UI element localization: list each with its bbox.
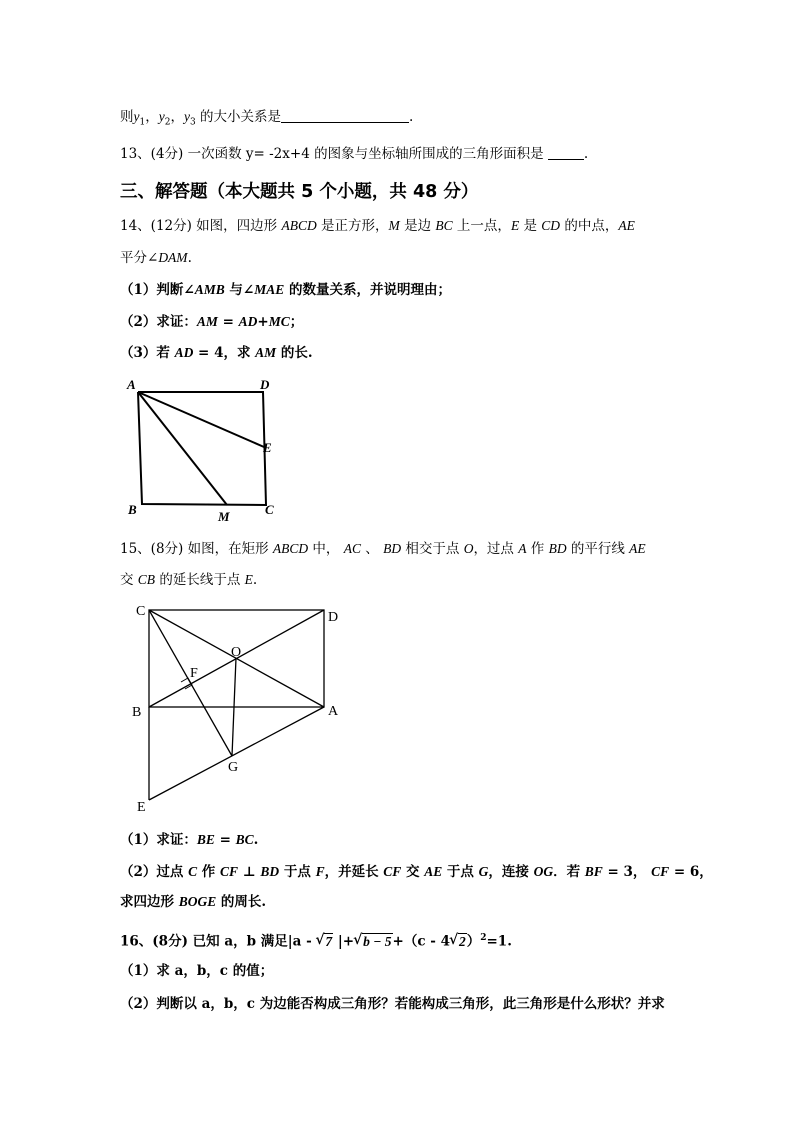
text: 的大小关系是 <box>195 109 281 125</box>
var: BD <box>383 541 402 556</box>
var: BD <box>260 864 280 879</box>
var-y: y <box>183 109 190 124</box>
text: = <box>214 832 236 848</box>
var: A <box>518 541 527 556</box>
text: 16、(8分) 已知 a，b 满足|a - <box>120 933 317 950</box>
var: CD <box>541 218 561 233</box>
var: O <box>463 541 474 556</box>
text: . <box>187 250 192 266</box>
label-E: E <box>137 800 146 815</box>
q14-line2 <box>120 248 192 268</box>
text: 的延长线于点 <box>155 572 245 588</box>
text: = 4，求 <box>193 345 256 361</box>
label-E: E <box>263 440 272 455</box>
q12-answer-line <box>120 107 413 133</box>
text: （2）求证： <box>120 314 197 330</box>
label-C: C <box>265 502 274 517</box>
text: 交 <box>120 572 138 588</box>
label-C: C <box>136 604 146 619</box>
label-D: D <box>328 610 339 625</box>
var: AE <box>424 864 443 879</box>
text: 于点 <box>442 864 479 880</box>
text: ； <box>289 314 304 330</box>
var: CB <box>137 572 156 587</box>
q15-line1 <box>120 539 646 559</box>
var: AC <box>343 541 361 556</box>
text: ．若 <box>553 864 585 880</box>
q15-rectangle-figure <box>128 598 358 820</box>
text: 是边 <box>399 218 436 234</box>
q14-part3 <box>120 343 313 363</box>
q14-part2 <box>120 312 303 332</box>
label-B: B <box>128 502 137 517</box>
var: AE <box>629 541 646 556</box>
text: . <box>253 832 259 848</box>
text: 的中点， <box>560 218 619 234</box>
var: G <box>478 864 489 879</box>
var: AM <box>255 345 277 360</box>
text: . <box>252 572 258 588</box>
text: . <box>583 146 589 162</box>
label-A: A <box>127 377 136 392</box>
var: BD <box>548 541 567 556</box>
text: ， <box>145 109 159 125</box>
text: = 6， <box>669 864 713 880</box>
q15-line2 <box>120 570 257 590</box>
text: ⊥ <box>238 864 261 880</box>
sqrt-2 <box>450 932 467 952</box>
q16-part1: （1）求 a，b，c 的值； <box>120 963 274 979</box>
text: 是正方形， <box>316 218 389 234</box>
text: 相交于点 <box>401 541 464 557</box>
var: BC <box>235 832 254 847</box>
text: ，并延长 <box>324 864 384 880</box>
label-O: O <box>231 645 242 660</box>
var: AD <box>238 314 258 329</box>
sqrt-7 <box>316 932 333 952</box>
var: BF <box>584 864 603 879</box>
q15-part2-line1 <box>120 862 713 882</box>
var: BE <box>196 832 215 847</box>
text: 交 <box>401 864 425 880</box>
q14-line1 <box>120 216 635 236</box>
text: 作 <box>197 864 221 880</box>
text: 则 <box>120 109 134 125</box>
var: MC <box>268 314 290 329</box>
text: 上一点， <box>452 218 511 234</box>
var: CF <box>383 864 402 879</box>
text: +（c - 4 <box>392 933 450 950</box>
var: CF <box>651 864 670 879</box>
var: AMB <box>194 282 225 297</box>
segment-AE <box>149 707 324 800</box>
text: （3）若 <box>120 345 175 361</box>
var: ABCD <box>272 541 309 556</box>
text: 求四边形 <box>120 894 179 910</box>
label-D: D <box>260 377 270 392</box>
text: + <box>257 314 269 330</box>
text: 的数量关系，并说明理由； <box>284 282 451 298</box>
q15-part2-line2 <box>120 892 266 912</box>
text: 于点 <box>279 864 316 880</box>
var: F <box>315 864 325 879</box>
var: E <box>244 572 253 587</box>
square-outline <box>138 392 266 505</box>
q15-part1 <box>120 830 258 850</box>
sqrt-b-5 <box>354 932 392 952</box>
text: 平分∠ <box>120 250 159 266</box>
text: ，连接 <box>488 864 534 880</box>
var: BOGE <box>178 894 217 909</box>
exponent: 2 <box>480 933 487 943</box>
var: CF <box>220 864 239 879</box>
sub: 1 <box>139 117 146 128</box>
text: 15、(8分) 如图，在矩形 <box>120 541 273 557</box>
var: ABCD <box>281 218 317 233</box>
var: C <box>188 864 198 879</box>
segment-AE <box>138 392 264 447</box>
var: AE <box>618 218 635 233</box>
var-y: y <box>158 109 165 124</box>
sub: 3 <box>189 117 196 128</box>
text: 14、(12分) 如图，四边形 <box>120 218 282 234</box>
var: AD <box>174 345 194 360</box>
segment-AM <box>138 392 227 505</box>
text: 是 <box>519 218 542 234</box>
text: 的平行线 <box>566 541 630 557</box>
radicand: 7 <box>325 933 333 949</box>
text: 作 <box>526 541 549 557</box>
q14-part1 <box>120 280 451 300</box>
text: ） <box>466 933 481 950</box>
text: 的周长. <box>216 894 267 910</box>
text: （1）求证： <box>120 832 197 848</box>
sub: 2 <box>164 117 171 128</box>
var: E <box>510 218 520 233</box>
radicand: b − 5 <box>363 933 392 949</box>
label-A: A <box>328 704 339 719</box>
text: ，过点 <box>473 541 519 557</box>
question-text: 13、(4分) 一次函数 y= -2x+4 的图象与坐标轴所围成的三角形面积是 <box>120 146 544 162</box>
var: OG <box>533 864 554 879</box>
section-title: 三、解答题（本大题共 5 个小题，共 48 分） <box>120 182 479 202</box>
text: ， <box>170 109 184 125</box>
text: （1）判断∠ <box>120 282 195 298</box>
text: 与∠ <box>224 282 255 298</box>
var: AM <box>196 314 218 329</box>
var-y: y <box>133 109 140 124</box>
text: =1. <box>486 933 512 950</box>
answer-blank[interactable] <box>281 108 409 123</box>
label-B: B <box>132 705 142 720</box>
radicand: 2 <box>458 933 466 949</box>
label-F: F <box>190 666 198 681</box>
q16-line1 <box>120 928 512 952</box>
text: |+ <box>333 933 355 950</box>
text: = <box>217 314 239 330</box>
text: 的长. <box>276 345 313 361</box>
q14-square-figure <box>120 372 290 524</box>
label-M: M <box>218 509 230 524</box>
var: M <box>388 218 400 233</box>
var: DAM <box>158 250 188 265</box>
answer-blank[interactable] <box>548 145 584 160</box>
text: 、 <box>361 541 384 557</box>
text: . <box>409 109 414 125</box>
q16-part2: （2）判断以 a，b，c 为边能否构成三角形？若能构成三角形，此三角形是什么形状？并求 <box>120 996 665 1012</box>
var: BC <box>435 218 453 233</box>
text: 中， <box>308 541 344 557</box>
label-G: G <box>228 760 239 775</box>
var: MAE <box>254 282 285 297</box>
text: = 3， <box>602 864 652 880</box>
text: （2）过点 <box>120 864 189 880</box>
q13-line <box>120 144 588 164</box>
